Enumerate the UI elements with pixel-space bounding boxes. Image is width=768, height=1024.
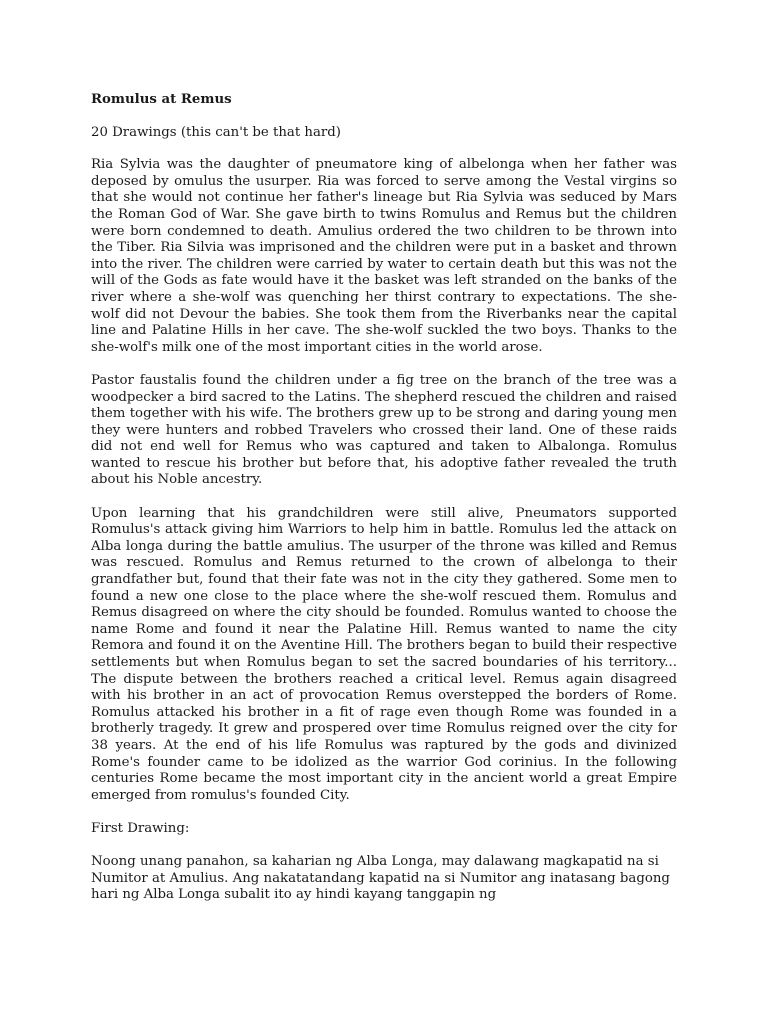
paragraph-founding: Upon learning that his grandchildren were still alive, Pneumators supported Romulus's attack giving him Warriors to help him in battle. Romulus led the attack on Alba longa during the battle amulius. The usurper of the throne was killed and Remus was rescued. Romulus and Remus returned to the crown of albelonga to their grandfather but, found that their fate was not in the city they gathered. Some men to found a new one close to the place where the she-wolf rescued them. Romulus and Remus disagreed on where the city should be founded. Romulus wanted to choose the name Rome and found it near the Palatine Hill. Remus wanted to name the city Remora and found it on the Aventine Hill. The brothers began to build their respective settlements but when Romulus began to set the sacred boundaries of his territory... The dispute between the brothers reached a critical level. Remus again disagreed with his brother in an act of provocation Remus overstepped the borders of Rome. Romulus attacked his brother in a fit of rage even though Rome was founded in a brotherly tragedy. It grew and prospered over time Romulus reigned over the city for 38 years. At the end of his life Romulus was raptured by the gods and divinized Rome's founder came to be idolized as the warrior God corinius. In the following centuries Rome became the most important city in the ancient world a great Empire emerged from romulus's founded City. [91, 505, 677, 803]
document-page [91, 92, 677, 921]
paragraph-origin: Ria Sylvia was the daughter of pneumatore king of albelonga when her father was deposed by omulus the usurper. Ria was forced to serve among the Vestal virgins so that she would not continue her father's lineage but Ria Sylvia was seduced by Mars the Roman God of War. She gave birth to twins Romulus and Remus but the children were born condemned to death. Amulius ordered the two children to be thrown into the Tiber. Ria Silvia was imprisoned and the children were put in a basket and thrown into the river. The children were carried by water to certain death but this was not the will of the Gods as fate would have it the basket was left stranded on the banks of the river where a she-wolf was quenching her thirst contrary to expectations. The she-wolf did not Devour the babies. She took them from the Riverbanks near the capital line and Palatine Hills in her cave. The she-wolf suckled the two boys. Thanks to the she-wolf's milk one of the most important cities in the world arose. [91, 157, 677, 355]
paragraph-tagalog: Noong unang panahon, sa kaharian ng Alba Longa, may dalawang magkapatid na si Numitor at Amulius. Ang nakatatandang kapatid na si Numitor ang inatasang bagong hari ng Alba Longa subalit ito ay hindi kayang tanggapin ng [91, 854, 670, 903]
first-drawing-heading: First Drawing: [91, 820, 190, 836]
document-title: Romulus at Remus [91, 92, 232, 107]
paragraph-shepherd: Pastor faustalis found the children under a fig tree on the branch of the tree was a woodpecker a bird sacred to the Latins. The shepherd rescued the children and raised them together with his wife. The brothers grew up to be strong and daring young men they were hunters and robbed Travelers who crossed their land. One of these raids did not end well for Remus who was captured and taken to Albalonga. Romulus wanted to rescue his brother but before that, his adoptive father revealed the truth about his Noble ancestry. [91, 372, 677, 488]
document-subtitle: 20 Drawings (this can't be that hard) [91, 124, 341, 140]
